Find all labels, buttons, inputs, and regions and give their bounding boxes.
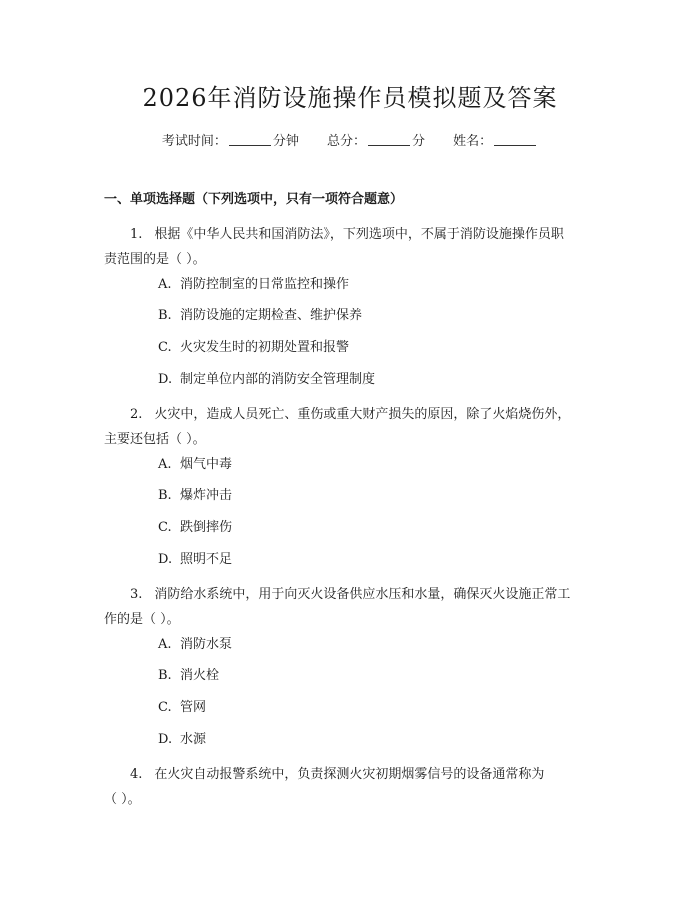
question-4 <box>104 762 604 812</box>
question-text-continued: （ ）。 <box>104 792 141 807</box>
option-2c <box>158 518 232 538</box>
name-blank <box>494 131 536 146</box>
question-text: 火灾中，造成人员死亡、重伤或重大财产损失的原因，除了火焰烧伤外， <box>154 407 571 422</box>
total-score-blank <box>368 131 410 146</box>
option-letter: A. <box>158 637 172 652</box>
question-number: 2. <box>130 407 143 422</box>
question-number: 1. <box>130 227 143 242</box>
option-text: 消防控制室的日常监控和操作 <box>180 277 350 292</box>
question-2 <box>104 402 604 452</box>
question-text-continued: 作的是（ ）。 <box>104 612 180 627</box>
document-title: 2026年消防设施操作员模拟题及答案 <box>142 84 558 112</box>
option-text: 水源 <box>180 732 207 747</box>
question-3 <box>104 582 604 632</box>
exam-info-line <box>0 131 700 152</box>
total-score-label: 总分： <box>326 134 366 149</box>
option-2b <box>158 486 232 506</box>
option-letter: B. <box>158 488 172 503</box>
total-score-unit: 分 <box>412 134 426 149</box>
option-letter: A. <box>158 277 172 292</box>
option-1a <box>158 275 349 295</box>
option-1b <box>158 306 362 326</box>
option-1d <box>158 370 375 390</box>
exam-time-field <box>162 131 299 152</box>
option-text: 爆炸冲击 <box>180 488 233 503</box>
option-text: 跌倒摔伤 <box>180 520 233 535</box>
question-1 <box>104 222 604 272</box>
question-text: 在火灾自动报警系统中，负责探测火灾初期烟雾信号的设备通常称为 <box>154 767 545 782</box>
option-2a <box>158 455 232 475</box>
question-number: 4. <box>130 767 143 782</box>
question-text-continued: 责范围的是（ ）。 <box>104 252 206 267</box>
option-3a <box>158 635 232 655</box>
name-label: 姓名： <box>453 134 493 149</box>
option-text: 火灾发生时的初期处置和报警 <box>180 340 350 355</box>
option-2d <box>158 550 232 570</box>
exam-time-label: 考试时间： <box>161 134 227 149</box>
option-letter: C. <box>158 520 172 535</box>
option-1c <box>158 338 349 358</box>
section-heading: 一、单项选择题（下列选项中，只有一项符合题意） <box>104 192 404 207</box>
option-text: 照明不足 <box>180 552 233 567</box>
option-letter: A. <box>158 457 172 472</box>
option-letter: D. <box>158 552 173 567</box>
option-3b <box>158 666 219 686</box>
option-text: 烟气中毒 <box>180 457 233 472</box>
name-field <box>453 131 538 152</box>
option-3d <box>158 730 206 750</box>
question-number: 3. <box>130 587 143 602</box>
option-letter: D. <box>158 732 173 747</box>
option-letter: D. <box>158 372 173 387</box>
option-letter: B. <box>158 668 172 683</box>
question-text-continued: 主要还包括（ ）。 <box>104 432 206 447</box>
option-text: 消防水泵 <box>180 637 233 652</box>
option-letter: C. <box>158 340 172 355</box>
option-text: 消火栓 <box>180 668 220 683</box>
option-text: 制定单位内部的消防安全管理制度 <box>180 372 376 387</box>
option-text: 管网 <box>180 700 207 715</box>
option-text: 消防设施的定期检查、维护保养 <box>180 308 363 323</box>
exam-time-blank <box>229 131 271 146</box>
question-text: 根据《中华人民共和国消防法》，下列选项中，不属于消防设施操作员职 <box>154 227 564 242</box>
exam-time-unit: 分钟 <box>272 134 299 149</box>
option-letter: B. <box>158 308 172 323</box>
option-3c <box>158 698 206 718</box>
total-score-field <box>327 131 425 152</box>
question-text: 消防给水系统中，用于向灭火设备供应水压和水量，确保灭火设施正常工 <box>154 587 571 602</box>
option-letter: C. <box>158 700 172 715</box>
